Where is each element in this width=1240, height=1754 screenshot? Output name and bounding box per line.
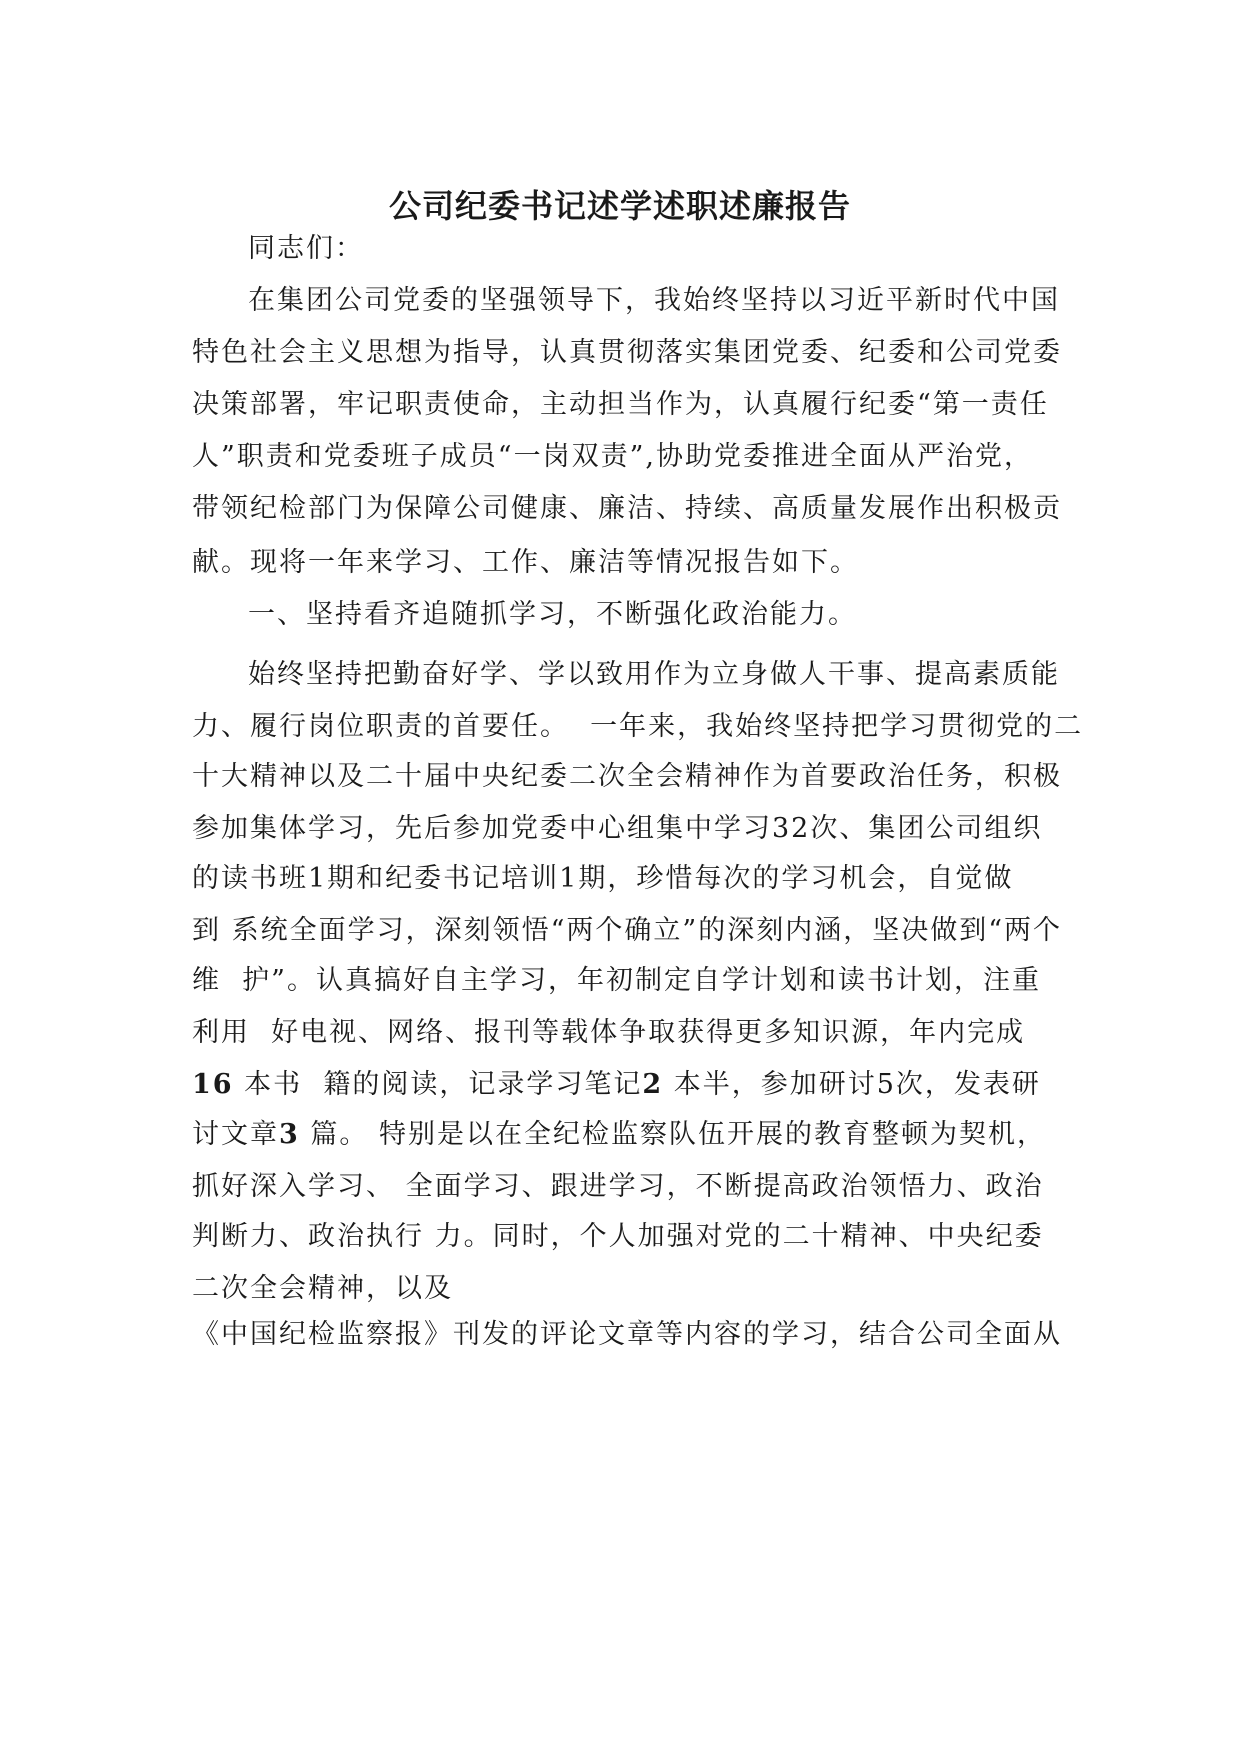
paragraph-line: 决策部署，牢记职责使命，主动担当作为，认真履行纪委“第一责任 — [192, 389, 1049, 420]
paragraph-line: 带领纪检部门为保障公司健康、廉洁、持续、高质量发展作出积极贡 — [192, 493, 1062, 524]
text-segment: 讨文章 — [192, 1119, 279, 1150]
paragraph-line: 抓好深入学习、 全面学习、跟进学习，不断提高政治领悟力、政治 — [192, 1171, 1044, 1202]
paragraph-line: 始终坚持把勤奋好学、学以致用作为立身做人干事、提高素质能 — [248, 659, 1060, 690]
text-segment: 篇。 特别是以在全纪检监察队伍开展的教育整顿为契机， — [299, 1119, 1046, 1150]
text-segment: 本书 籍的阅读，记录学习笔记 — [233, 1069, 643, 1100]
paragraph-line: 维 护”。认真搞好自主学习，年初制定自学计划和读书计划，注重 — [192, 965, 1041, 996]
bold-number: 3 — [279, 1119, 300, 1150]
bold-number: 2 — [642, 1069, 664, 1100]
paragraph-line: 参加集体学习，先后参加党委中心组集中学习32次、集团公司组织 — [192, 813, 1043, 844]
paragraph-line: 二次全会精神，以及 — [192, 1273, 453, 1304]
paragraph-line: 的读书班1期和纪委书记培训1期，珍惜每次的学习机会，自觉做 — [192, 863, 1014, 894]
paragraph-line: 力、履行岗位职责的首要任。 一年来，我始终坚持把学习贯彻党的二 — [192, 711, 1084, 742]
section-heading: 一、坚持看齐追随抓学习，不断强化政治能力。 — [248, 599, 857, 630]
bold-number: 16 — [192, 1069, 234, 1100]
paragraph-line — [192, 1068, 1041, 1102]
paragraph-line: 判断力、政治执行 力。同时，个人加强对党的二十精神、中央纪委 — [192, 1221, 1044, 1252]
paragraph-line: 利用 好电视、网络、报刊等载体争取获得更多知识源，年内完成 — [192, 1017, 1026, 1048]
text-segment: 本半，参加研讨5次，发表研 — [663, 1069, 1041, 1100]
document-title: 公司纪委书记述学述职述廉报告 — [388, 187, 851, 225]
paragraph-line: 在集团公司党委的坚强领导下，我始终坚持以习近平新时代中国 — [248, 285, 1060, 316]
paragraph-line: 人”职责和党委班子成员“一岗双责”,协助党委推进全面从严治党， — [192, 441, 1033, 472]
paragraph-line: 献。现将一年来学习、工作、廉洁等情况报告如下。 — [192, 547, 859, 578]
paragraph-line: 特色社会主义思想为指导，认真贯彻落实集团党委、纪委和公司党委 — [192, 337, 1062, 368]
paragraph-line — [192, 1118, 1046, 1152]
paragraph-line: 十大精神以及二十届中央纪委二次全会精神作为首要政治任务，积极 — [192, 761, 1062, 792]
salutation: 同志们： — [248, 233, 364, 264]
paragraph-line: 到 系统全面学习，深刻领悟“两个确立”的深刻内涵，坚决做到“两个 — [192, 915, 1062, 946]
paragraph-line: 《中国纪检监察报》刊发的评论文章等内容的学习，结合公司全面从 — [192, 1319, 1062, 1350]
